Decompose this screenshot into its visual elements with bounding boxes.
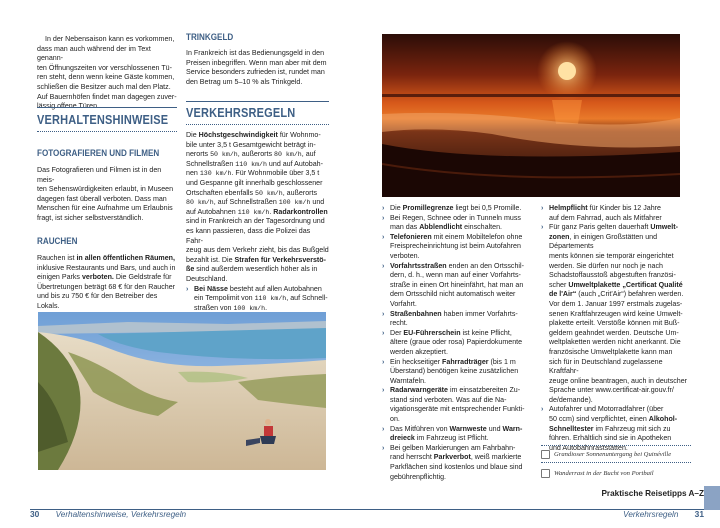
text: bezahlt ist. Die (186, 255, 235, 264)
text: 50 km/h (255, 189, 283, 197)
text: für Wohnmo- (277, 131, 321, 139)
arrow-bullet-icon: › (382, 387, 385, 395)
trinkgeld-line: den Betrag um 5–10 % als Trinkgeld. (186, 77, 303, 86)
bullet-continuation (541, 262, 691, 272)
subheading-rauchen: RAUCHEN (37, 236, 78, 246)
arrow-bullet-icon: › (541, 205, 544, 212)
text: besteht auf allen Autobahnen (227, 284, 322, 293)
text: Der (390, 328, 404, 337)
caption-sunset (541, 450, 691, 459)
text: Alkohol- (648, 415, 678, 424)
text: ments können sie temporär eingerichtet (549, 251, 674, 260)
text: einigen Parks (37, 273, 82, 282)
text: EU-Führerschein (403, 328, 461, 337)
text: liegt bei 0,5 Promille. (453, 204, 522, 212)
text: 80 km/h (186, 199, 214, 207)
intro-line: dass man auch während der im Text genann- (37, 44, 151, 63)
trinkgeld-line: Service besonders zufrieden ist, rundet man (186, 68, 325, 77)
text: Schnellstraßen (186, 159, 236, 168)
text: . Für Wohnmobile über 3,5 t (231, 169, 320, 178)
intro-line: lässig offene Türen. (37, 102, 100, 111)
right-footer-title: Praktische Reisetipps A–Z (601, 489, 704, 498)
text: Deutschland. (186, 274, 228, 283)
bullet-item (382, 310, 534, 320)
foto-line: ten Sehenswürdigkeiten erlaubt, in Museen (37, 185, 174, 194)
arrow-bullet-icon: › (382, 214, 385, 222)
text: Überstand) benötigen keine zusätzlichen (390, 367, 519, 376)
photo-caption-icon (541, 450, 550, 459)
bullet-item (541, 405, 691, 415)
foto-line: dagegen fast überall verboten. Dass man (37, 194, 167, 203)
text: Vor dem 1. Januar 1997 erstmals zugelas- (549, 299, 683, 308)
bullet-continuation (541, 386, 691, 396)
text: 100 km/h (278, 199, 311, 207)
bullet-continuation (382, 281, 534, 291)
bullet-item (382, 358, 534, 368)
bullet-continuation (382, 434, 534, 444)
text: (auch „Crit'Air“) befahren werden. (576, 290, 684, 299)
text: und (486, 424, 503, 433)
text: zeug aus dem Verkehr zieht, bis das Bußgeld (186, 246, 329, 255)
bullet-continuation (541, 425, 691, 435)
text: nerorts (186, 150, 211, 159)
text: haben immer Vorfahrts- (441, 309, 518, 318)
text: ße (186, 265, 195, 274)
text: Bei Nässe (194, 284, 228, 293)
section-heading-verkehrsregeln: VERKEHRSREGELN (186, 106, 296, 120)
heading-rule (37, 131, 177, 132)
text: senen Kraftfahrzeugen wird keine Umwelt- (549, 309, 683, 318)
text: Rauchen ist (37, 254, 77, 262)
bullet-continuation (382, 223, 534, 233)
sunset-photo (382, 34, 680, 197)
text: es kann passieren, dass die Polizei das Fahr- (186, 226, 311, 245)
bullet-item (382, 214, 534, 224)
bullet-item (382, 233, 534, 243)
text: im einsatzbereiten Zu- (447, 386, 521, 395)
text: verboten. (81, 273, 114, 282)
text: , auf Schnellstraßen (213, 198, 279, 207)
text: 110 km/h (237, 208, 270, 216)
text: werden. Sie dürfen nur noch je nach (549, 261, 663, 270)
text: Parkflächen sind kostenlos und blaue sind (390, 463, 523, 472)
foto-paragraph (37, 166, 177, 224)
beach-dune-photo (38, 312, 326, 470)
arrow-bullet-icon: › (382, 425, 385, 433)
text: , auf Schnell- (286, 294, 328, 303)
bullet-item (382, 425, 534, 435)
foto-line: Das Fotografieren und Filmen ist in den meis- (37, 166, 162, 184)
foto-line: Menschen für eine Aufnahme um Erlaubnis (37, 204, 173, 213)
heading-rule (37, 107, 177, 108)
text: Freisprecheinrichtung ist beim Autofahren (390, 242, 521, 251)
bullet-continuation (382, 367, 534, 377)
text: , außerorts (282, 188, 318, 197)
text: enden an den Ortsschil- (446, 261, 524, 270)
text: . (269, 207, 274, 216)
text: Die Geldstrafe für (113, 273, 172, 282)
rauchen-paragraph (37, 254, 177, 312)
text: Bei gelben Markierungen am Fahrbahn- (390, 443, 516, 452)
thumb-tab (704, 486, 720, 510)
text: Radarwarngeräte (390, 386, 448, 395)
arrow-bullet-icon: › (541, 224, 544, 232)
text: Abblendlicht (419, 223, 463, 232)
bullet-continuation (382, 473, 534, 483)
bullet-continuation (541, 377, 691, 387)
text: sich für in Deutschland zugelassene Kraftfahr- (549, 357, 663, 376)
text: , weiß markierte (470, 453, 522, 462)
right-column-2 (541, 204, 691, 453)
text: Ortschaften ebenfalls (186, 188, 256, 197)
text: on. (390, 415, 400, 424)
text: und auf Autobah- (266, 159, 323, 168)
text: stand sind verboten. Was auf die Na- (390, 395, 507, 404)
text: auf dem Fahrrad, auch als Mitfahrer (549, 213, 662, 222)
text: zeuge online beantragen, auch in deutscher (549, 376, 688, 385)
arrow-bullet-icon: › (382, 310, 385, 318)
text: , auf (301, 150, 316, 159)
text: Die (390, 204, 403, 212)
text: gebührenpflichtig. (390, 472, 447, 481)
text: Warntafeln. (390, 376, 427, 385)
arrow-bullet-icon: › (382, 233, 385, 241)
bullet-continuation (541, 300, 691, 310)
text: 130 km/h (199, 170, 232, 178)
text: vigationsgeräte mit entsprechender Funkti- (390, 405, 525, 414)
bullet-continuation (541, 415, 691, 425)
trinkgeld-line: Preisen inbegriffen. Wenn man aber mit dem (186, 58, 327, 67)
intro-line: ten Öffnungszeiten vor verschlossenen Tü- (37, 63, 172, 72)
intro-paragraph (37, 35, 177, 112)
page-number: 30 (30, 509, 40, 519)
caption-rule (541, 445, 691, 446)
text: werden akzeptiert. (390, 347, 448, 356)
text: mit einem Mobiltelefon ohne (431, 232, 523, 241)
bullet-continuation (382, 290, 534, 300)
right-footer (590, 509, 704, 520)
text: Die (186, 131, 199, 139)
bullet-continuation (541, 396, 691, 406)
intro-line: In der Nebensaison kann es vorkommen, (45, 35, 175, 43)
bullet-item (382, 386, 534, 396)
bullet-item (382, 262, 534, 272)
left-footer (30, 509, 360, 520)
right-page (360, 0, 720, 528)
text: straßen von (194, 303, 234, 312)
bullet-continuation (541, 358, 691, 377)
verkehr-paragraph (186, 131, 329, 313)
bullet-continuation (541, 252, 691, 262)
bullet-item (541, 204, 691, 214)
text: Fahrradträger (442, 357, 489, 366)
trinkgeld-paragraph (186, 49, 329, 87)
footer-rule (30, 509, 360, 510)
bullet-continuation (382, 463, 534, 473)
text: Vorfahrtsstraßen (390, 261, 447, 270)
bullet-continuation (541, 310, 691, 320)
text: . (265, 303, 268, 312)
text: dern, d. h., wenn man auf einer Vorfahrts- (390, 271, 521, 280)
text: , außerorts (237, 150, 275, 159)
bullet-continuation (382, 415, 534, 425)
text: Vorfahrt. (390, 299, 417, 308)
text: Straßenbahnen (390, 309, 442, 318)
bullet-continuation (382, 252, 534, 262)
text: Für ganz Paris gelten dauerhaft (549, 223, 651, 232)
text: 50 km/h (210, 151, 238, 159)
text: geldern geahndet werden. Deutsche Um- (549, 328, 679, 337)
caption-text: Wanderrast in der Bucht von Portbail (554, 470, 654, 477)
text: 80 km/h (274, 151, 302, 159)
caption-rule (541, 462, 691, 463)
arrow-bullet-icon: › (382, 444, 385, 452)
right-column-1 (382, 204, 534, 482)
text: rand herrscht (390, 453, 434, 462)
text: nen (186, 169, 200, 178)
arrow-bullet-icon: › (382, 329, 385, 337)
bullet-item (541, 223, 691, 233)
text: und Gespanne gilt innerhalb geschlossener (186, 178, 323, 187)
bullet-continuation (382, 348, 534, 358)
arrow-bullet-icon: › (541, 406, 544, 414)
text: Strafen für Verkehrsverstö- (234, 255, 326, 264)
running-footer: Verhaltenshinweise, Verkehrsregeln (55, 510, 187, 519)
bullet-continuation (382, 242, 534, 252)
text: im Fahrzeug ist Pflicht. (414, 434, 489, 443)
section-heading-verhaltenshinweise: VERHALTENSHINWEISE (37, 113, 169, 127)
bullet-continuation (382, 271, 534, 281)
bullet-item (382, 329, 534, 339)
text: zonen (549, 232, 570, 241)
bullet-continuation (541, 290, 691, 300)
subheading-fotografieren: FOTOGRAFIEREN UND FILMEN (37, 148, 160, 158)
text: führen. Erhältlich sind sie in Apotheken (549, 434, 672, 443)
text: Schadstoffausstoß abgestuften französi- (549, 271, 676, 280)
text: sind außerdem wesentlich höher als in (194, 265, 318, 274)
arrow-bullet-icon: › (382, 262, 385, 270)
text: man das (390, 223, 420, 232)
text: und bis zu 750 € für den Betreiber des Lokals. (37, 292, 158, 310)
text: 110 km/h (254, 295, 287, 303)
page-number: 31 (694, 509, 704, 519)
intro-line: Auf Bauernhöfen findet man dagegen zuver- (37, 92, 177, 101)
text: Sprache unter www.certificat-air.gouv.fr/ (549, 386, 674, 395)
bullet-continuation (541, 348, 691, 358)
bullet-continuation (541, 233, 691, 252)
caption-beach (541, 469, 691, 478)
text: Übertretungen beträgt 68 € für den Raucher (37, 282, 176, 291)
bullet-continuation (541, 338, 691, 348)
text: 50 ccm) sind verpflichtet, einen (549, 415, 649, 424)
text: , in einigen Großstätten und Départements (549, 232, 658, 251)
text: scher (549, 280, 569, 289)
subheading-trinkgeld: TRINKGELD (186, 32, 234, 42)
text: Telefonieren (390, 232, 432, 241)
text: 100 km/h (233, 304, 266, 312)
text: und (310, 198, 325, 207)
text: dem Ortsschild nicht automatisch weiter (390, 290, 516, 299)
text: im Fahrzeug mit sich zu (593, 424, 671, 433)
text: Bei Regen, Schnee oder in Tunneln muss (390, 213, 521, 222)
bullet-continuation (382, 396, 534, 406)
bullet-continuation (382, 377, 534, 387)
foto-line: fragt, ist sicher selbstverständlich. (37, 213, 144, 222)
text: verboten. (390, 251, 420, 260)
bullet-item (186, 285, 329, 314)
text: Schnelltester (549, 424, 594, 433)
bullet-item (382, 444, 534, 454)
text: Umwelt- (650, 223, 678, 232)
text: Promillegrenze (402, 204, 454, 212)
arrow-bullet-icon: › (186, 285, 189, 293)
text: plakette erteilt. Verstöße können mit Buß- (549, 319, 680, 328)
text: straße in einen Ort hineinfährt, hat man an (390, 280, 524, 289)
bullet-continuation (541, 214, 691, 224)
bullet-continuation (382, 405, 534, 415)
bullet-continuation (382, 453, 534, 463)
bullet-item (382, 204, 534, 214)
bullet-continuation (541, 319, 691, 329)
text: inklusive Restaurants und Bars, und auch in (37, 263, 176, 272)
text: bile unter 3,5 t Gesamtgewicht beträgt in- (186, 140, 316, 149)
text: Ein heckseitiger (390, 357, 443, 366)
text: weltplaketten werden nicht anerkannt. Die (549, 338, 681, 347)
text: für Kinder bis 12 Jahre (587, 204, 661, 212)
text: Autofahrer und Motorradfahrer (über (549, 405, 664, 414)
text: ältere (graue oder rosa) Papierdokumente (390, 338, 523, 347)
text: ein Tempolimit von (194, 294, 255, 303)
text: Warn- (502, 424, 523, 433)
text: auf Autobahnen (186, 207, 238, 216)
text: ist keine Pflicht, (460, 328, 512, 337)
heading-rule (186, 101, 329, 102)
arrow-bullet-icon: › (382, 358, 385, 366)
text: Höchstgeschwindigkeit (198, 131, 278, 139)
running-footer: Verkehrsregeln (623, 510, 679, 519)
text: und Autobahnraststätten. (549, 443, 628, 452)
text: Das Mitführen von (390, 424, 450, 433)
text: Helmpflicht (549, 204, 588, 212)
text: sind in Frankreich an der Tagesordnung und (186, 217, 325, 226)
arrow-bullet-icon: › (382, 205, 385, 212)
text: Parkverbot (433, 453, 471, 462)
intro-line: schließen die Besitzer auch mal den Platz. (37, 82, 171, 91)
bullet-continuation (541, 271, 691, 281)
photo-caption-icon (541, 469, 550, 478)
text: de/demande). (549, 395, 593, 404)
text: Umweltplakette „Certificat Qualité (568, 280, 683, 289)
text: recht. (390, 319, 408, 328)
text: Warnweste (449, 424, 487, 433)
heading-rule (186, 124, 329, 125)
text: Radarkontrollen (273, 207, 328, 216)
intro-line: ren steht, denn wenn keine Gäste kommen, (37, 73, 175, 82)
bullet-continuation (541, 329, 691, 339)
bullet-continuation (382, 319, 534, 329)
caption-text: Grandioser Sonnenuntergang bei Quinéville (554, 451, 672, 458)
text: 110 km/h (235, 160, 267, 168)
text: (bis 1 m (488, 357, 516, 366)
text: einschalten. (462, 223, 502, 232)
text: französische Umweltplakette kann man (549, 347, 673, 356)
text: de l'Air“ (549, 290, 577, 299)
bullet-continuation (541, 281, 691, 291)
trinkgeld-line: In Frankreich ist das Bedienungsgeld in den (186, 49, 325, 57)
bullet-continuation (382, 338, 534, 348)
bullet-continuation (541, 434, 691, 444)
text: in allen öffentlichen Räumen, (76, 254, 175, 262)
bullet-continuation (382, 300, 534, 310)
text: dreieck (390, 434, 415, 443)
